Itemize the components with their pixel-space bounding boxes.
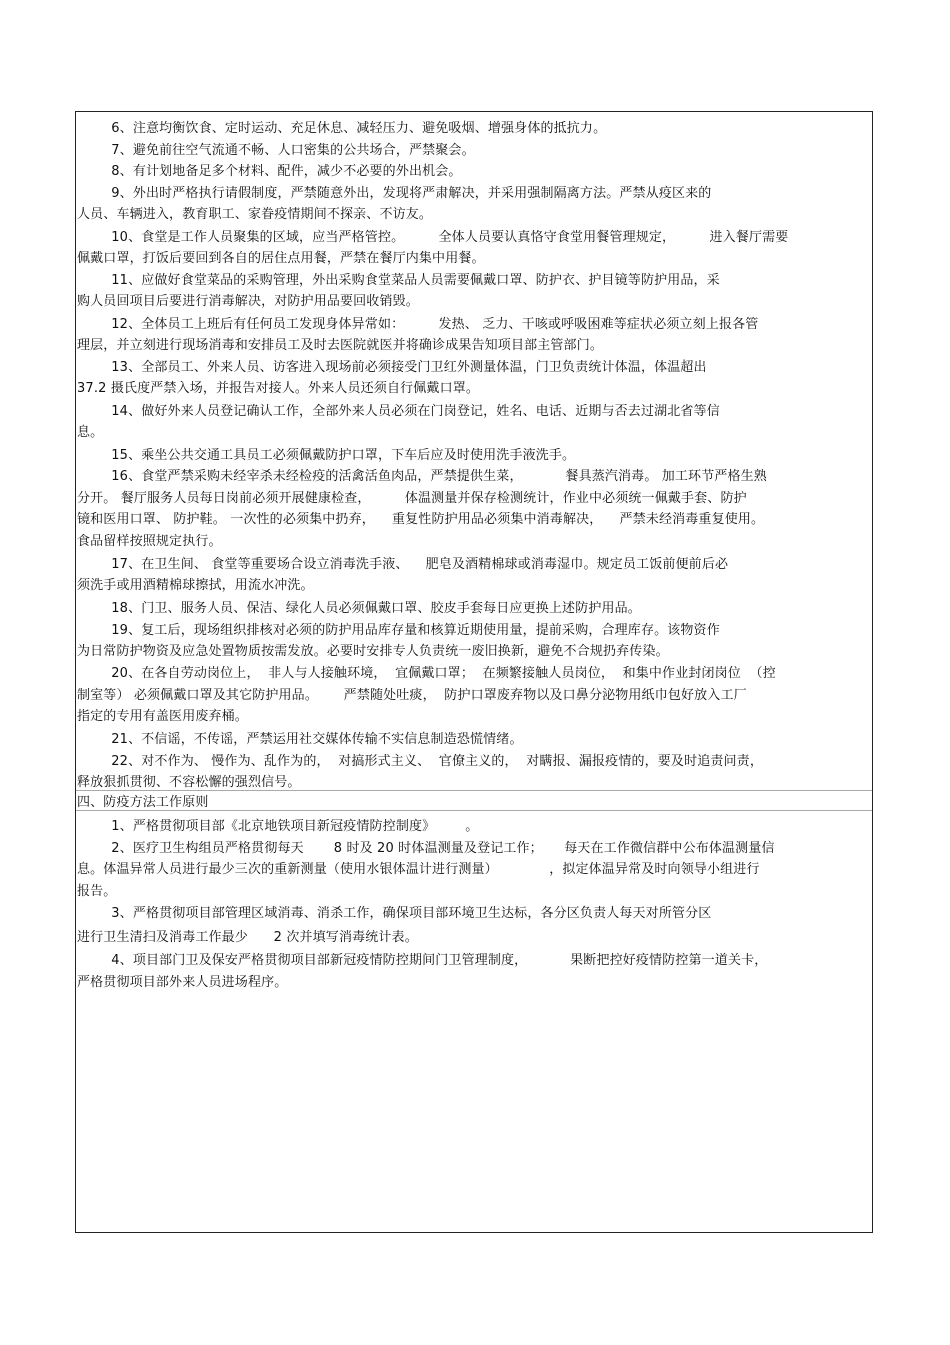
text-line: 佩戴口罩，打饭后要回到各自的居住点用餐，严禁在餐厅内集中用餐。 <box>77 251 485 266</box>
text-line: 进行卫生清扫及消毒工作最少 2 次并填写消毒统计表。 <box>77 930 418 945</box>
text-line: 须洗手或用酒精棉球擦拭，用流水冲洗。 <box>77 578 314 593</box>
text-line: 11、应做好食堂菜品的采购管理，外出采购食堂菜品人员需要佩戴口罩、防护衣、护目镜等防护用品，采 <box>77 273 720 288</box>
text-line: 息。 <box>77 425 104 440</box>
text-line: 7、避免前往空气流通不畅、人口密集的公共场合，严禁聚会。 <box>77 143 475 158</box>
text-line: 37.2 摄氏度严禁入场，并报告对接人。外来人员还须自行佩戴口罩。 <box>77 381 480 396</box>
text-line: 12、全体员工上班后有任何员工发现身体异常如： 发热、 乏力、干咳或呼吸困难等症状必须立刻上报各管 <box>77 317 759 332</box>
text-line: 14、做好外来人员登记确认工作，全部外来人员必须在门岗登记，姓名、电话、近期与否去过湖北省等信 <box>77 404 720 419</box>
text-line: 镜和医用口罩、 防护鞋。 一次性的必须集中扔弃， 重复性防护用品必须集中消毒解决， 严禁未经消毒重复使用。 <box>77 512 765 527</box>
text-line: 19、复工后，现场组织排核对必须的防护用品库存量和核算近期使用量，提前采购，合理库存。该物资作 <box>77 623 720 638</box>
text-line: 理层，并立刻进行现场消毒和安排员工及时去医院就医并将确诊成果告知项目部主管部门。 <box>77 338 604 353</box>
text-line: 8、有计划地备足多个材料、配件，减少不必要的外出机会。 <box>77 164 462 179</box>
text-line: 17、在卫生间、 食堂等重要场合设立消毒洗手液、 肥皂及酒精棉球或消毒湿巾。规定员工饭前便前后必 <box>77 557 729 572</box>
text-line: 为日常防护物资及应急处置物质按需发放。必要时安排专人负责统一废旧换新，避免不合规扔弃传染。 <box>77 644 669 659</box>
text-line: 2、医疗卫生构组员严格贯彻每天 8 时及 20 时体温测量及登记工作； 每天在工作微信群中公布体温测量信 <box>77 841 775 856</box>
text-line: 释放狠抓贯彻、不容松懈的强烈信号。 <box>77 775 301 790</box>
text-line: 息。体温异常人员进行最少三次的重新测量（使用水银体温计进行测量） ，拟定体温异常及时向领导小组进行 <box>77 862 760 877</box>
text-line: 食品留样按照规定执行。 <box>77 534 222 549</box>
text-line: 9、外出时严格执行请假制度，严禁随意外出，发现将严肃解决，并采用强制隔离方法。严禁从疫区来的 <box>77 186 712 201</box>
text-line: 人员、车辆进入，教育职工、家眷疫情期间不探亲、不访友。 <box>77 207 433 222</box>
text-line: 18、门卫、服务人员、保洁、绿化人员必须佩戴口罩、胶皮手套每日应更换上述防护用品。 <box>77 601 641 616</box>
text-line: 制室等） 必须佩戴口罩及其它防护用品。 严禁随处吐痰， 防护口罩废弃物以及口鼻分泌物用纸巾包好放入工厂 <box>77 688 747 703</box>
text-line: 16、食堂严禁采购未经宰杀未经检疫的活禽活鱼肉品，严禁提供生菜， 餐具蒸汽消毒。 加工环节严格生熟 <box>77 469 767 484</box>
text-line: 指定的专用有盖医用废弃桶。 <box>77 709 248 724</box>
text-line: 1、严格贯彻项目部《北京地铁项目新冠疫情防控制度》 。 <box>77 819 479 834</box>
text-line: 分开。 餐厅服务人员每日岗前必须开展健康检查， 体温测量并保存检测统计，作业中必须统一佩戴手套、防护 <box>77 491 747 506</box>
text-line: 21、不信谣，不传谣，严禁运用社交媒体传输不实信息制造恐慌情绪。 <box>77 732 523 747</box>
text-line: 4、项目部门卫及保安严格贯彻项目部新冠疫情防控期间门卫管理制度， 果断把控好疫情防控第一道关卡， <box>77 953 768 968</box>
text-line: 22、对不作为、 慢作为、乱作为的， 对搞形式主义、 官僚主义的， 对瞒报、漏报疫情的，要及时追责问责， <box>77 754 763 769</box>
text-line: 购人员回项目后要进行消毒解决，对防护用品要回收销毁。 <box>77 294 419 309</box>
text-line: 6、注意均衡饮食、定时运动、充足休息、减轻压力、避免吸烟、增强身体的抵抗力。 <box>77 121 607 136</box>
section-heading: 四、防疫方法工作原则 <box>77 795 209 810</box>
text-line: 报告。 <box>77 884 117 899</box>
text-line: 3、严格贯彻项目部管理区域消毒、消杀工作，确保项目部环境卫生达标，各分区负责人每天对所管分区 <box>77 906 712 921</box>
text-line: 20、在各自劳动岗位上， 非人与人接触环境， 宜佩戴口罩； 在频繁接触人员岗位， 和集中作业封闭岗位 （控 <box>77 666 776 681</box>
text-line: 13、全部员工、外来人员、访客进入现场前必须接受门卫红外测量体温，门卫负责统计体温，体温超出 <box>77 360 707 375</box>
text-line: 10、食堂是工作人员聚集的区域，应当严格管控。 全体人员要认真恪守食堂用餐管理规定， 进入餐厅需要 <box>77 230 789 245</box>
text-line: 严格贯彻项目部外来人员进场程序。 <box>77 975 288 990</box>
text-line: 15、乘坐公共交通工具员工必须佩戴防护口罩，下车后应及时使用洗手液洗手。 <box>77 448 576 463</box>
